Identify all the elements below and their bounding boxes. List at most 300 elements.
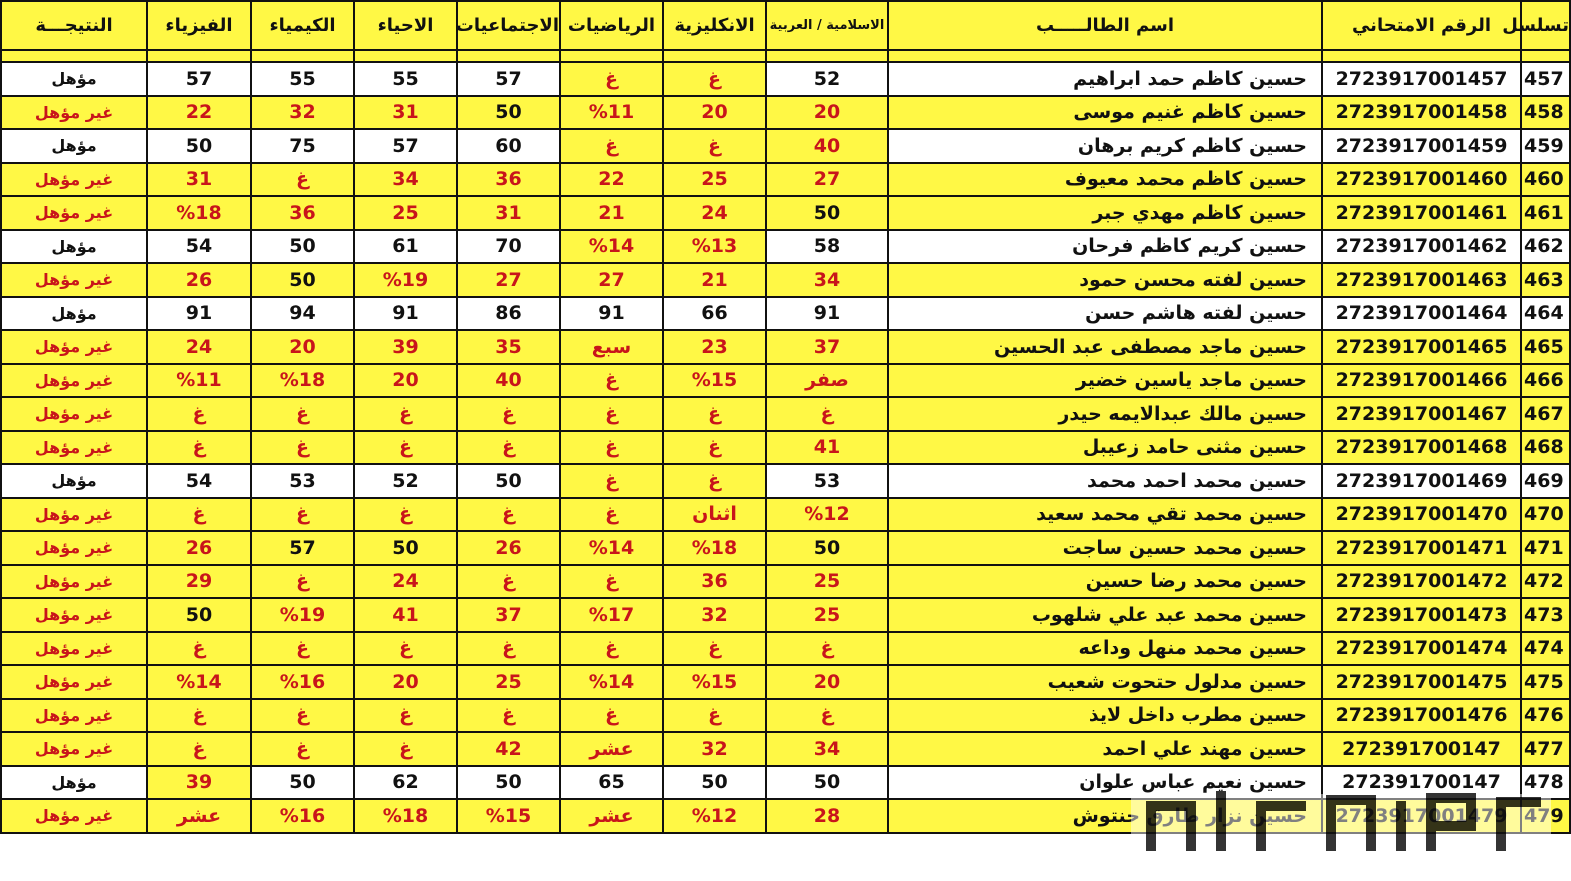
- student-name-cell: حسين كريم كاظم فرحان: [888, 230, 1322, 264]
- islamic-arabic-cell: 41: [766, 431, 888, 465]
- biology-cell: %18: [354, 799, 457, 833]
- islamic-arabic-cell: 27: [766, 163, 888, 197]
- student-name-cell: حسين مثنى حامد زعيبل: [888, 431, 1322, 465]
- english-cell: 25: [663, 163, 766, 197]
- table-row: [1, 196, 1570, 230]
- biology-cell: 57: [354, 129, 457, 163]
- chemistry-cell: %18: [251, 364, 354, 398]
- result-cell: غير مؤهل: [1, 598, 147, 632]
- table-row: [1, 766, 1570, 800]
- math-cell: غ: [560, 565, 663, 599]
- exam-number-cell: 272391700147: [1322, 766, 1521, 800]
- table-row: [1, 230, 1570, 264]
- social-cell: 35: [457, 330, 560, 364]
- result-cell: غير مؤهل: [1, 632, 147, 666]
- chemistry-cell: غ: [251, 565, 354, 599]
- seq-cell: 472: [1521, 565, 1570, 599]
- biology-cell: غ: [354, 397, 457, 431]
- math-cell: %14: [560, 230, 663, 264]
- english-cell: غ: [663, 62, 766, 96]
- exam-number-cell: 272391700147: [1322, 732, 1521, 766]
- physics-cell: %11: [147, 364, 251, 398]
- biology-cell: 31: [354, 96, 457, 130]
- student-name-cell: حسين كاظم حمد ابراهيم: [888, 62, 1322, 96]
- exam-number-cell: 2723917001461: [1322, 196, 1521, 230]
- spacer-cell: [147, 50, 251, 62]
- result-cell: مؤهل: [1, 297, 147, 331]
- social-cell: 26: [457, 531, 560, 565]
- exam-number-cell: 2723917001467: [1322, 397, 1521, 431]
- social-cell: 40: [457, 364, 560, 398]
- social-cell: 27: [457, 263, 560, 297]
- exam-number-cell: 2723917001475: [1322, 665, 1521, 699]
- exam-number-cell: 2723917001472: [1322, 565, 1521, 599]
- spacer-cell: [766, 50, 888, 62]
- table-row: [1, 598, 1570, 632]
- islamic-arabic-cell: غ: [766, 632, 888, 666]
- english-cell: 21: [663, 263, 766, 297]
- islamic-arabic-cell: 28: [766, 799, 888, 833]
- seq-cell: 478: [1521, 766, 1570, 800]
- result-cell: غير مؤهل: [1, 364, 147, 398]
- math-cell: غ: [560, 498, 663, 532]
- chemistry-cell: غ: [251, 397, 354, 431]
- table-row: [1, 799, 1570, 833]
- seq-cell: 463: [1521, 263, 1570, 297]
- biology-cell: غ: [354, 431, 457, 465]
- english-cell: غ: [663, 632, 766, 666]
- islamic-arabic-cell: 20: [766, 96, 888, 130]
- student-name-cell: حسين لفته محسن حمود: [888, 263, 1322, 297]
- social-cell: 31: [457, 196, 560, 230]
- islamic-arabic-cell: صفر: [766, 364, 888, 398]
- result-cell: غير مؤهل: [1, 397, 147, 431]
- chemistry-cell: غ: [251, 632, 354, 666]
- spacer-cell: [560, 50, 663, 62]
- physics-cell: 39: [147, 766, 251, 800]
- physics-cell: %14: [147, 665, 251, 699]
- math-cell: %11: [560, 96, 663, 130]
- physics-cell: 31: [147, 163, 251, 197]
- table-row: [1, 129, 1570, 163]
- exam-number-cell: 2723917001460: [1322, 163, 1521, 197]
- table-row: [1, 665, 1570, 699]
- header-islamic-arabic: الاسلامية / العربية: [766, 1, 888, 50]
- result-cell: غير مؤهل: [1, 531, 147, 565]
- result-cell: غير مؤهل: [1, 196, 147, 230]
- islamic-arabic-cell: 52: [766, 62, 888, 96]
- math-cell: 21: [560, 196, 663, 230]
- physics-cell: غ: [147, 632, 251, 666]
- islamic-arabic-cell: 25: [766, 598, 888, 632]
- result-cell: غير مؤهل: [1, 665, 147, 699]
- exam-number-cell: 2723917001465: [1322, 330, 1521, 364]
- chemistry-cell: 94: [251, 297, 354, 331]
- chemistry-cell: 55: [251, 62, 354, 96]
- physics-cell: عشر: [147, 799, 251, 833]
- physics-cell: غ: [147, 699, 251, 733]
- header-math: الرياضيات: [560, 1, 663, 50]
- chemistry-cell: غ: [251, 431, 354, 465]
- social-cell: غ: [457, 699, 560, 733]
- math-cell: 22: [560, 163, 663, 197]
- exam-number-cell: 2723917001464: [1322, 297, 1521, 331]
- table-row: [1, 699, 1570, 733]
- english-cell: غ: [663, 397, 766, 431]
- student-name-cell: حسين محمد عبد علي شلهوب: [888, 598, 1322, 632]
- islamic-arabic-cell: 58: [766, 230, 888, 264]
- student-name-cell: حسين مطرب داخل لايذ: [888, 699, 1322, 733]
- header-biology: الاحياء: [354, 1, 457, 50]
- result-cell: غير مؤهل: [1, 699, 147, 733]
- math-cell: 65: [560, 766, 663, 800]
- spacer-cell: [457, 50, 560, 62]
- english-cell: غ: [663, 129, 766, 163]
- exam-number-cell: 2723917001463: [1322, 263, 1521, 297]
- header-physics: الفيزياء: [147, 1, 251, 50]
- header-exam-number: الرقم الامتحاني: [1322, 1, 1521, 50]
- social-cell: 37: [457, 598, 560, 632]
- social-cell: 60: [457, 129, 560, 163]
- social-cell: غ: [457, 632, 560, 666]
- student-name-cell: حسين محمد حسين ساجت: [888, 531, 1322, 565]
- seq-cell: 457: [1521, 62, 1570, 96]
- social-cell: غ: [457, 498, 560, 532]
- seq-cell: 462: [1521, 230, 1570, 264]
- chemistry-cell: 50: [251, 230, 354, 264]
- english-cell: اثنان: [663, 498, 766, 532]
- physics-cell: 50: [147, 129, 251, 163]
- english-cell: غ: [663, 464, 766, 498]
- exam-number-cell: 2723917001459: [1322, 129, 1521, 163]
- seq-cell: 471: [1521, 531, 1570, 565]
- biology-cell: غ: [354, 732, 457, 766]
- math-cell: غ: [560, 699, 663, 733]
- seq-cell: 473: [1521, 598, 1570, 632]
- biology-cell: 62: [354, 766, 457, 800]
- table-row: [1, 498, 1570, 532]
- table-row: [1, 464, 1570, 498]
- result-cell: غير مؤهل: [1, 732, 147, 766]
- physics-cell: 50: [147, 598, 251, 632]
- english-cell: 24: [663, 196, 766, 230]
- exam-number-cell: 2723917001476: [1322, 699, 1521, 733]
- math-cell: غ: [560, 397, 663, 431]
- islamic-arabic-cell: 40: [766, 129, 888, 163]
- islamic-arabic-cell: 53: [766, 464, 888, 498]
- student-name-cell: حسين نزار طارق حنتوش: [888, 799, 1322, 833]
- islamic-arabic-cell: 20: [766, 665, 888, 699]
- seq-cell: 475: [1521, 665, 1570, 699]
- islamic-arabic-cell: 25: [766, 565, 888, 599]
- seq-cell: 476: [1521, 699, 1570, 733]
- physics-cell: 91: [147, 297, 251, 331]
- biology-cell: 24: [354, 565, 457, 599]
- table-row: [1, 163, 1570, 197]
- seq-cell: 459: [1521, 129, 1570, 163]
- math-cell: %14: [560, 665, 663, 699]
- math-cell: 27: [560, 263, 663, 297]
- math-cell: سبع: [560, 330, 663, 364]
- math-cell: عشر: [560, 799, 663, 833]
- math-cell: 91: [560, 297, 663, 331]
- math-cell: %14: [560, 531, 663, 565]
- math-cell: غ: [560, 364, 663, 398]
- physics-cell: 26: [147, 263, 251, 297]
- result-cell: مؤهل: [1, 129, 147, 163]
- header-row: [1, 1, 1570, 50]
- student-name-cell: حسين محمد احمد محمد: [888, 464, 1322, 498]
- result-cell: غير مؤهل: [1, 565, 147, 599]
- table-row: [1, 431, 1570, 465]
- biology-cell: 61: [354, 230, 457, 264]
- seq-cell: 460: [1521, 163, 1570, 197]
- english-cell: %15: [663, 665, 766, 699]
- physics-cell: 54: [147, 230, 251, 264]
- exam-number-cell: 2723917001466: [1322, 364, 1521, 398]
- english-cell: 32: [663, 732, 766, 766]
- physics-cell: 29: [147, 565, 251, 599]
- spacer-cell: [1322, 50, 1521, 62]
- chemistry-cell: 53: [251, 464, 354, 498]
- result-cell: غير مؤهل: [1, 263, 147, 297]
- result-cell: غير مؤهل: [1, 330, 147, 364]
- table-row: [1, 632, 1570, 666]
- biology-cell: 41: [354, 598, 457, 632]
- chemistry-cell: غ: [251, 163, 354, 197]
- student-name-cell: حسين كاظم كريم برهان: [888, 129, 1322, 163]
- islamic-arabic-cell: 50: [766, 766, 888, 800]
- student-name-cell: حسين نعيم عباس علوان: [888, 766, 1322, 800]
- seq-cell: 477: [1521, 732, 1570, 766]
- chemistry-cell: غ: [251, 732, 354, 766]
- islamic-arabic-cell: غ: [766, 397, 888, 431]
- header-student-name: اسم الطالـــــب: [888, 1, 1322, 50]
- english-cell: 66: [663, 297, 766, 331]
- social-cell: 25: [457, 665, 560, 699]
- student-name-cell: حسين كاظم غنيم موسى: [888, 96, 1322, 130]
- table-row: [1, 732, 1570, 766]
- seq-cell: 474: [1521, 632, 1570, 666]
- seq-cell: 466: [1521, 364, 1570, 398]
- seq-cell: 465: [1521, 330, 1570, 364]
- english-cell: %12: [663, 799, 766, 833]
- biology-cell: 50: [354, 531, 457, 565]
- result-cell: مؤهل: [1, 230, 147, 264]
- math-cell: غ: [560, 632, 663, 666]
- table-row: [1, 297, 1570, 331]
- results-body: [1, 62, 1570, 833]
- math-cell: عشر: [560, 732, 663, 766]
- spacer-cell: [251, 50, 354, 62]
- physics-cell: غ: [147, 397, 251, 431]
- result-cell: غير مؤهل: [1, 799, 147, 833]
- header-result: النتيجـــة: [1, 1, 147, 50]
- social-cell: %15: [457, 799, 560, 833]
- seq-cell: 467: [1521, 397, 1570, 431]
- math-cell: غ: [560, 62, 663, 96]
- english-cell: %15: [663, 364, 766, 398]
- chemistry-cell: 75: [251, 129, 354, 163]
- islamic-arabic-cell: 50: [766, 531, 888, 565]
- table-row: [1, 531, 1570, 565]
- student-name-cell: حسين ماجد مصطفى عبد الحسين: [888, 330, 1322, 364]
- exam-number-cell: 2723917001471: [1322, 531, 1521, 565]
- chemistry-cell: 36: [251, 196, 354, 230]
- exam-number-cell: 2723917001462: [1322, 230, 1521, 264]
- result-cell: مؤهل: [1, 766, 147, 800]
- result-cell: غير مؤهل: [1, 163, 147, 197]
- social-cell: 50: [457, 96, 560, 130]
- chemistry-cell: 32: [251, 96, 354, 130]
- biology-cell: غ: [354, 498, 457, 532]
- exam-number-cell: 2723917001469: [1322, 464, 1521, 498]
- student-name-cell: حسين مهند علي احمد: [888, 732, 1322, 766]
- spacer-cell: [663, 50, 766, 62]
- islamic-arabic-cell: غ: [766, 699, 888, 733]
- chemistry-cell: 57: [251, 531, 354, 565]
- header-spacer: [1, 50, 1570, 62]
- student-name-cell: حسين ماجد ياسين خضير: [888, 364, 1322, 398]
- islamic-arabic-cell: 34: [766, 263, 888, 297]
- physics-cell: غ: [147, 732, 251, 766]
- table-row: [1, 263, 1570, 297]
- social-cell: غ: [457, 565, 560, 599]
- result-cell: غير مؤهل: [1, 431, 147, 465]
- social-cell: 50: [457, 464, 560, 498]
- exam-number-cell: 2723917001457: [1322, 62, 1521, 96]
- english-cell: 23: [663, 330, 766, 364]
- biology-cell: 20: [354, 665, 457, 699]
- english-cell: 20: [663, 96, 766, 130]
- table-row: [1, 397, 1570, 431]
- chemistry-cell: غ: [251, 498, 354, 532]
- biology-cell: 52: [354, 464, 457, 498]
- chemistry-cell: %19: [251, 598, 354, 632]
- math-cell: %17: [560, 598, 663, 632]
- social-cell: 86: [457, 297, 560, 331]
- social-cell: غ: [457, 431, 560, 465]
- social-cell: 36: [457, 163, 560, 197]
- header-chemistry: الكيمياء: [251, 1, 354, 50]
- english-cell: 36: [663, 565, 766, 599]
- social-cell: 70: [457, 230, 560, 264]
- exam-number-cell: 2723917001473: [1322, 598, 1521, 632]
- student-name-cell: حسين مدلول حتحوت شعيب: [888, 665, 1322, 699]
- physics-cell: %18: [147, 196, 251, 230]
- biology-cell: 55: [354, 62, 457, 96]
- exam-number-cell: 2723917001468: [1322, 431, 1521, 465]
- table-row: [1, 330, 1570, 364]
- islamic-arabic-cell: 34: [766, 732, 888, 766]
- biology-cell: %19: [354, 263, 457, 297]
- biology-cell: 39: [354, 330, 457, 364]
- social-cell: غ: [457, 397, 560, 431]
- chemistry-cell: %16: [251, 799, 354, 833]
- spacer-cell: [354, 50, 457, 62]
- seq-cell: 461: [1521, 196, 1570, 230]
- islamic-arabic-cell: %12: [766, 498, 888, 532]
- student-name-cell: حسين كاظم محمد معيوف: [888, 163, 1322, 197]
- table-row: [1, 62, 1570, 96]
- physics-cell: غ: [147, 431, 251, 465]
- result-cell: مؤهل: [1, 464, 147, 498]
- exam-number-cell: 2723917001479: [1322, 799, 1521, 833]
- header-seq: تسلسل: [1521, 1, 1570, 50]
- seq-cell: 464: [1521, 297, 1570, 331]
- islamic-arabic-cell: 91: [766, 297, 888, 331]
- student-name-cell: حسين محمد تقي محمد سعيد: [888, 498, 1322, 532]
- physics-cell: 24: [147, 330, 251, 364]
- biology-cell: 25: [354, 196, 457, 230]
- exam-number-cell: 2723917001470: [1322, 498, 1521, 532]
- table-row: [1, 565, 1570, 599]
- header-social: الاجتماعيات: [457, 1, 560, 50]
- english-cell: %13: [663, 230, 766, 264]
- english-cell: 32: [663, 598, 766, 632]
- result-cell: غير مؤهل: [1, 96, 147, 130]
- math-cell: غ: [560, 431, 663, 465]
- chemistry-cell: 20: [251, 330, 354, 364]
- islamic-arabic-cell: 50: [766, 196, 888, 230]
- social-cell: 50: [457, 766, 560, 800]
- islamic-arabic-cell: 37: [766, 330, 888, 364]
- chemistry-cell: %16: [251, 665, 354, 699]
- math-cell: غ: [560, 464, 663, 498]
- biology-cell: 20: [354, 364, 457, 398]
- biology-cell: 34: [354, 163, 457, 197]
- student-name-cell: حسين لفته هاشم حسن: [888, 297, 1322, 331]
- table-row: [1, 96, 1570, 130]
- spacer-cell: [888, 50, 1322, 62]
- result-cell: مؤهل: [1, 62, 147, 96]
- result-cell: غير مؤهل: [1, 498, 147, 532]
- table-row: [1, 364, 1570, 398]
- student-name-cell: حسين محمد رضا حسين: [888, 565, 1322, 599]
- english-cell: غ: [663, 699, 766, 733]
- exam-number-cell: 2723917001474: [1322, 632, 1521, 666]
- seq-cell: 469: [1521, 464, 1570, 498]
- chemistry-cell: غ: [251, 699, 354, 733]
- seq-cell: 458: [1521, 96, 1570, 130]
- student-name-cell: حسين كاظم مهدي جبر: [888, 196, 1322, 230]
- physics-cell: 22: [147, 96, 251, 130]
- math-cell: غ: [560, 129, 663, 163]
- biology-cell: 91: [354, 297, 457, 331]
- english-cell: غ: [663, 431, 766, 465]
- english-cell: %18: [663, 531, 766, 565]
- spacer-cell: [1, 50, 147, 62]
- physics-cell: 54: [147, 464, 251, 498]
- chemistry-cell: 50: [251, 263, 354, 297]
- chemistry-cell: 50: [251, 766, 354, 800]
- spacer-cell: [1521, 50, 1570, 62]
- biology-cell: غ: [354, 632, 457, 666]
- exam-number-cell: 2723917001458: [1322, 96, 1521, 130]
- header-english: الانكليزية: [663, 1, 766, 50]
- physics-cell: غ: [147, 498, 251, 532]
- seq-cell: 470: [1521, 498, 1570, 532]
- biology-cell: غ: [354, 699, 457, 733]
- student-name-cell: حسين محمد منهل وداعه: [888, 632, 1322, 666]
- english-cell: 50: [663, 766, 766, 800]
- social-cell: 42: [457, 732, 560, 766]
- social-cell: 57: [457, 62, 560, 96]
- seq-cell: 468: [1521, 431, 1570, 465]
- physics-cell: 57: [147, 62, 251, 96]
- seq-cell: 479: [1521, 799, 1570, 833]
- physics-cell: 26: [147, 531, 251, 565]
